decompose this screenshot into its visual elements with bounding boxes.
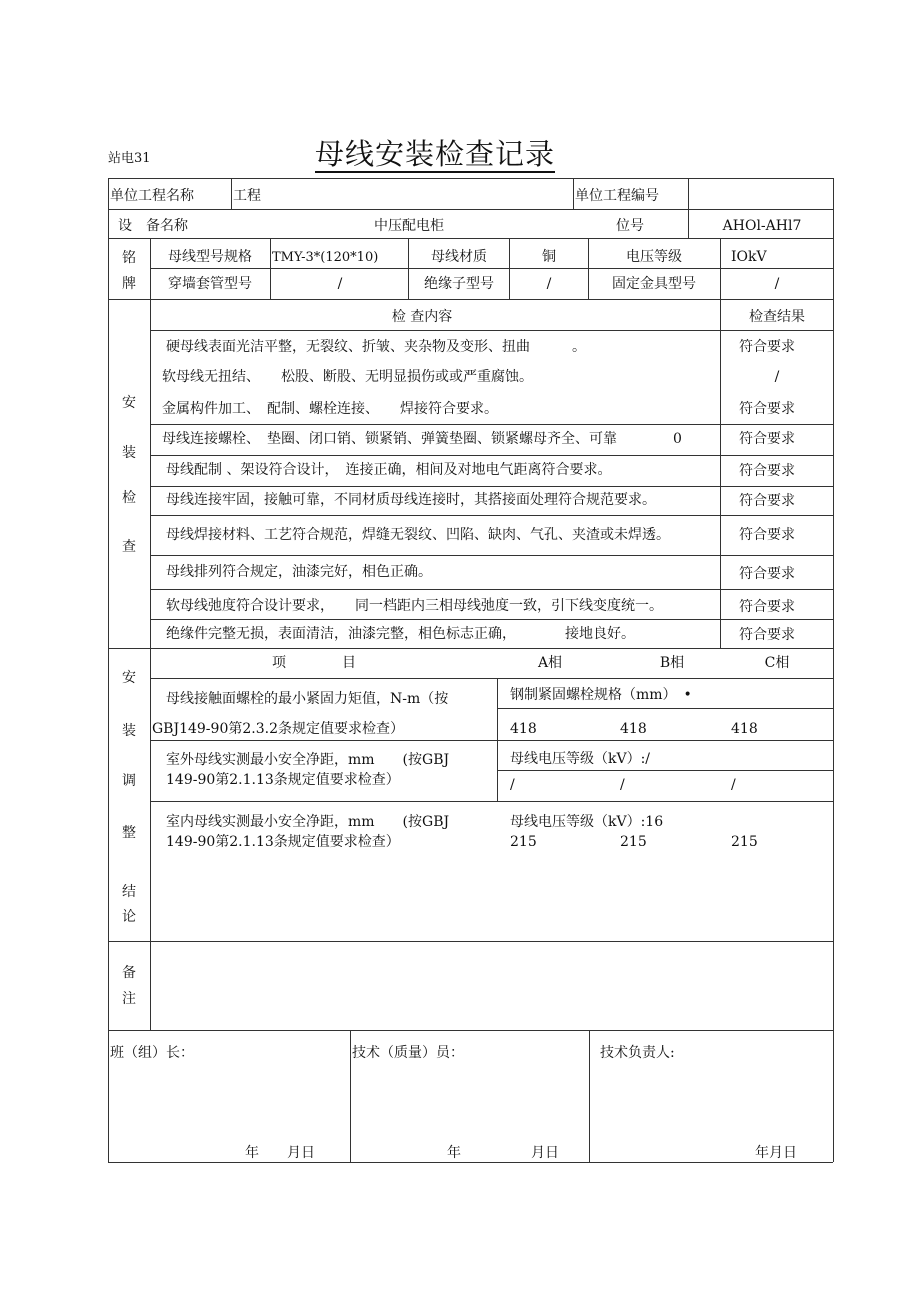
inspection-side-4: 查 (122, 539, 136, 555)
indoor-voltage: 母线电压等级（kV）:16 (510, 814, 664, 830)
inspection-item: 软母线无扭结、 松股、断股、无明显损伤或或严重腐蚀。 (162, 369, 533, 385)
inspection-result: 符合要求 (739, 599, 795, 615)
phase-b-header: B相 (659, 655, 685, 671)
chief-date: 年月日 (755, 1145, 797, 1161)
outdoor-value-a: / (510, 777, 515, 793)
remarks-side-1: 备 (122, 965, 136, 981)
inspection-result: 符合要求 (739, 493, 795, 509)
inspection-result: 符合要求 (739, 401, 795, 417)
adjust-side-1: 安 (122, 670, 136, 686)
inspection-result: 符合要求 (739, 431, 795, 447)
inspection-result: 符合要求 (739, 339, 795, 355)
inspection-result: 符合要求 (739, 627, 795, 643)
unit-name-label: 单位工程名称 (110, 188, 194, 204)
insulator-label: 绝缘子型号 (424, 276, 494, 292)
leader-date: 年 月日 (245, 1145, 315, 1161)
inspection-item: 绝缘件完整无损，表面清洁，油漆完整，相色标志正确， 接地良好。 (166, 626, 635, 642)
equip-value: 中压配电柜 (374, 218, 444, 234)
adjust-side-4: 整 (122, 825, 136, 841)
adjust-side-2: 装 (122, 723, 136, 739)
tech-date: 年 月日 (447, 1145, 559, 1161)
bolt-spec: 钢制紧固螺栓规格（mm） • (510, 687, 692, 703)
indoor-value-b: 215 (620, 834, 647, 850)
nameplate-side-2: 牌 (122, 276, 136, 292)
voltage-label: 电压等级 (626, 249, 682, 265)
position-value: AHOl-AHl7 (722, 218, 802, 234)
material-value: 铜 (542, 249, 556, 265)
inspection-item: 母线焊接材料、工艺符合规范，焊缝无裂纹、凹陷、缺肉、气孔、夹渣或未焊透。 (166, 527, 670, 543)
inspection-item: 母线配制 、架设符合设计， 连接正确，相间及对地电气距离符合要求。 (166, 462, 612, 478)
indoor-desc-1: 室内母线实测最小安全净距，mm (按GBJ (166, 814, 450, 830)
bolt-value-b: 418 (620, 721, 647, 737)
page-title: 母线安装检查记录 (315, 137, 556, 171)
unit-no-label: 单位工程编号 (575, 188, 659, 204)
inspection-result: 符合要求 (739, 566, 795, 582)
unit-name-value: 工程 (233, 188, 261, 204)
sleeve-value: / (337, 276, 343, 292)
material-label: 母线材质 (431, 249, 487, 265)
position-label: 位号 (616, 218, 644, 234)
indoor-value-a: 215 (510, 834, 537, 850)
outdoor-value-c: / (731, 777, 736, 793)
adjust-item-header: 项 目 (272, 655, 356, 671)
indoor-desc-2: 149-90第2.1.13条规定值要求检查） (166, 834, 400, 850)
indoor-value-c: 215 (731, 834, 758, 850)
inspection-side-2: 装 (122, 445, 136, 461)
model-label: 母线型号规格 (168, 249, 252, 265)
voltage-value: IOkV (731, 249, 767, 265)
inspection-side-3: 检 (122, 490, 136, 506)
result-header: 检查结果 (749, 309, 805, 325)
inspection-item: 母线排列符合规定，油漆完好，相色正确。 (166, 564, 432, 580)
inspection-item: 硬母线表面光洁平整，无裂纹、折皱、夹杂物及变形、扭曲 。 (166, 339, 586, 355)
phase-c-header: C相 (764, 655, 790, 671)
leader-signature-label: 班（组）长： (110, 1045, 194, 1061)
content-header: 检 查内容 (391, 309, 453, 325)
bolt-value-c: 418 (731, 721, 758, 737)
adjust-side-6: 论 (122, 909, 136, 925)
adjust-side-3: 调 (122, 773, 136, 789)
inspection-item: 母线连接螺栓、 垫圈、闭口销、锁紧销、弹簧垫圈、锁紧螺母齐全、可靠 0 (162, 431, 682, 447)
inspection-result: 符合要求 (739, 463, 795, 479)
chief-signature-label: 技术负责人: (600, 1045, 675, 1061)
fitting-value: / (774, 276, 780, 292)
outdoor-desc-2: 149-90第2.1.13条规定值要求检查） (166, 772, 400, 788)
insulator-value: / (546, 276, 552, 292)
outdoor-desc-1: 室外母线实测最小安全净距，mm (按GBJ (166, 752, 450, 768)
inspection-item: 母线连接牢固，接触可靠，不同材质母线连接时，其搭接面处理符合规范要求。 (166, 492, 656, 508)
sleeve-label: 穿墙套管型号 (168, 276, 252, 292)
bolt-value-a: 418 (510, 721, 537, 737)
inspection-item: 软母线弛度符合设计要求， 同一档距内三相母线弛度一致，引下线变度统一。 (166, 598, 663, 614)
phase-a-header: A相 (537, 655, 563, 671)
model-value: TMY-3*(120*10) (272, 250, 379, 265)
inspection-item: 金属构件加工、 配制、螺栓连接、 焊接符合要求。 (162, 401, 498, 417)
nameplate-side-1: 铭 (122, 250, 136, 266)
inspection-side-1: 安 (122, 395, 136, 411)
tech-signature-label: 技术（质量）员： (352, 1045, 464, 1061)
inspection-result: / (774, 369, 780, 385)
fitting-label: 固定金具型号 (612, 276, 696, 292)
inspection-result: 符合要求 (739, 527, 795, 543)
equip-label: 设 备名称 (118, 218, 188, 234)
form-code: 站电31 (108, 151, 151, 166)
outdoor-value-b: / (620, 777, 625, 793)
outdoor-voltage: 母线电压等级（kV）:/ (510, 751, 651, 767)
remarks-side-2: 注 (122, 991, 136, 1007)
bolt-desc-2: GBJ149-90第2.3.2条规定值要求检查） (152, 721, 404, 737)
adjust-side-5: 结 (122, 884, 136, 900)
bolt-desc-1: 母线接触面螺栓的最小紧固力矩值，N-m（按 (166, 691, 449, 707)
